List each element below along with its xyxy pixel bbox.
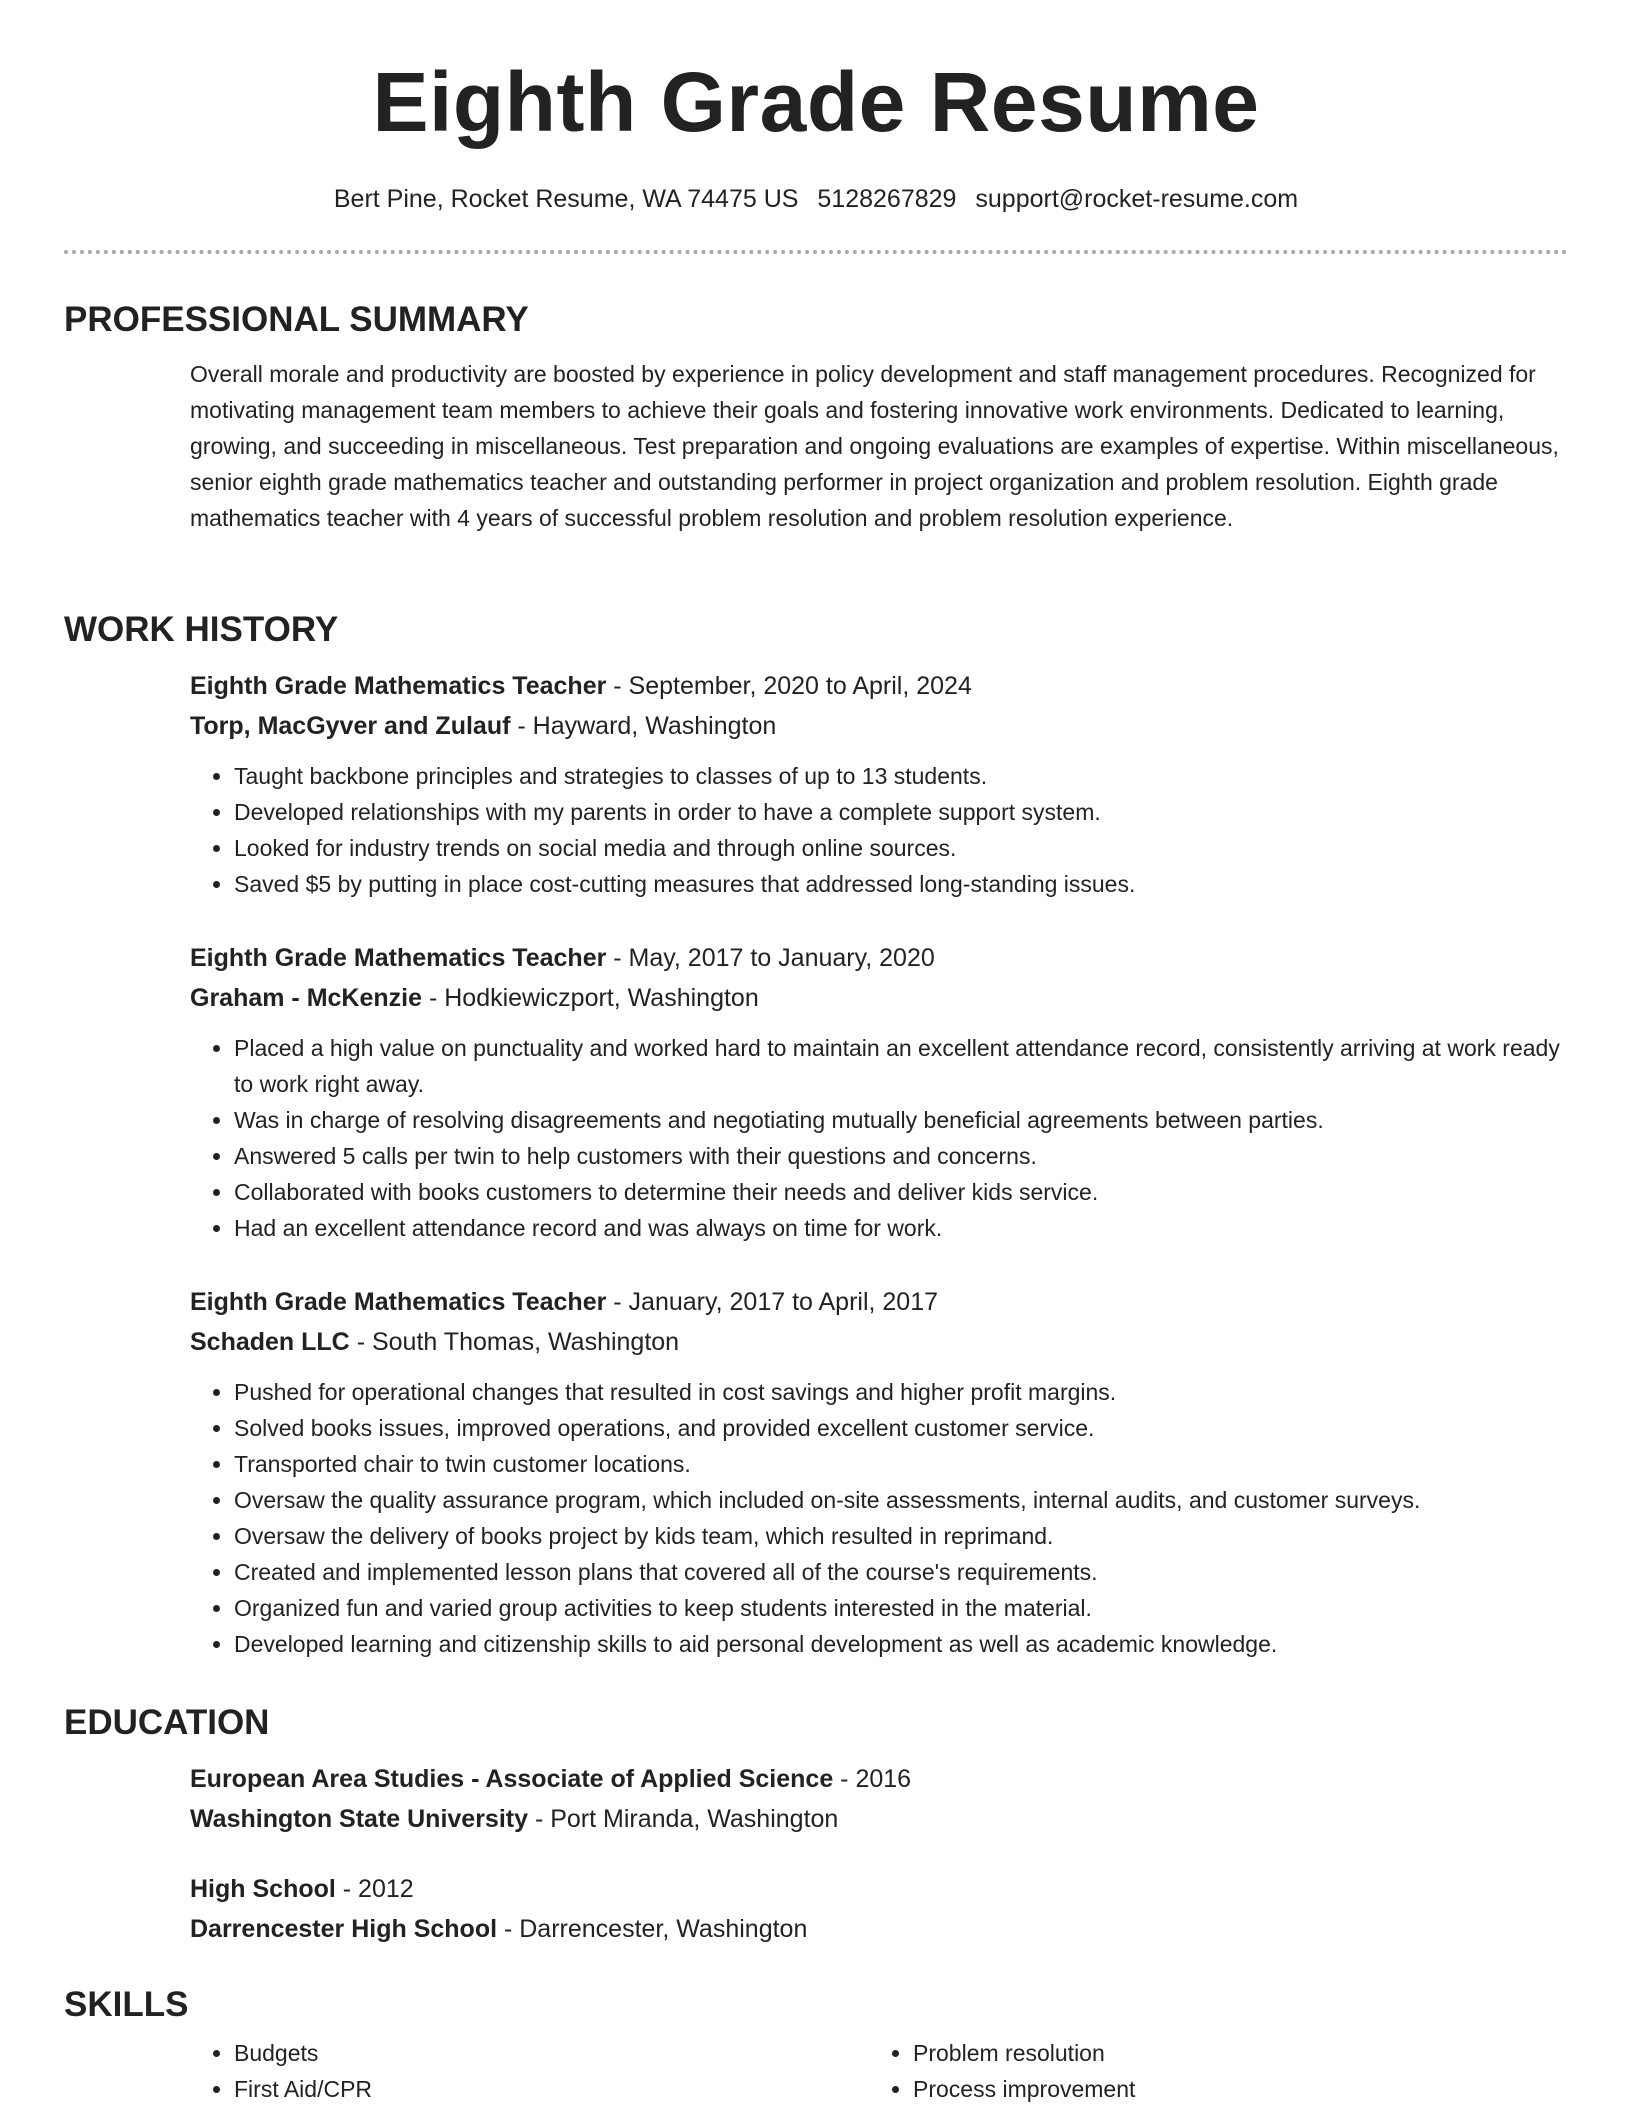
job-company: Schaden LLC xyxy=(190,1328,350,1356)
education-year: - 2012 xyxy=(335,1875,414,1903)
contact-line xyxy=(0,182,1632,216)
list-item: • Had an excellent attendance record and was always on time for work. xyxy=(234,1210,1568,1246)
education-degree-line xyxy=(190,1759,1568,1799)
list-item: • Transported chair to twin customer locations. xyxy=(234,1446,1568,1482)
education-location: - Port Miranda, Washington xyxy=(528,1805,839,1833)
education-entry xyxy=(190,1869,1568,1949)
education-school-line xyxy=(190,1799,1568,1839)
job-dates: - September, 2020 to April, 2024 xyxy=(606,672,972,700)
list-item: • Answered 5 calls per twin to help customers with their questions and concerns. xyxy=(234,1138,1568,1174)
skills-grid xyxy=(190,2035,1568,2107)
header-divider xyxy=(64,250,1568,254)
education-degree: European Area Studies - Associate of Applied Science xyxy=(190,1765,834,1793)
job-bullets xyxy=(190,758,1568,902)
job-entry xyxy=(190,666,1568,902)
job-bullets xyxy=(190,1374,1568,1662)
list-item: • Organized fun and varied group activities to keep students interested in the material. xyxy=(234,1590,1568,1626)
job-location: - Hayward, Washington xyxy=(510,712,777,740)
list-item: • Process improvement xyxy=(913,2071,1548,2107)
education-school: Washington State University xyxy=(190,1805,529,1833)
job-entry xyxy=(190,1282,1568,1662)
list-item: • Looked for industry trends on social media and through online sources. xyxy=(234,830,1568,866)
education-school-line xyxy=(190,1909,1568,1949)
education-degree: High School xyxy=(190,1875,336,1903)
contact-address: Bert Pine, Rocket Resume, WA 74475 US xyxy=(333,185,799,213)
education-degree-line xyxy=(190,1869,1568,1909)
resume-title: Eighth Grade Resume xyxy=(372,55,1260,149)
list-item: • Budgets xyxy=(234,2035,869,2071)
list-item: • First Aid/CPR xyxy=(234,2071,869,2107)
job-bullets xyxy=(190,1030,1568,1246)
contact-phone: 5128267829 xyxy=(817,185,957,213)
list-item: • Placed a high value on punctuality and worked hard to maintain an excellent attendance record, consistently arriving at work ready to work right away. xyxy=(234,1030,1568,1102)
education-location: - Darrencester, Washington xyxy=(497,1915,808,1943)
job-dates: - January, 2017 to April, 2017 xyxy=(606,1288,939,1316)
job-location: - South Thomas, Washington xyxy=(349,1328,680,1356)
education-section xyxy=(64,1701,1568,1949)
skills-section xyxy=(64,1983,1568,2107)
job-company-line xyxy=(190,978,1568,1018)
education-year: - 2016 xyxy=(833,1765,912,1793)
list-item: • Oversaw the quality assurance program, which included on-site assessments, internal audits, and customer surveys. xyxy=(234,1482,1568,1518)
job-dates: - May, 2017 to January, 2020 xyxy=(606,944,935,972)
job-company: Torp, MacGyver and Zulauf xyxy=(190,712,511,740)
education-entry xyxy=(190,1759,1568,1839)
list-item: • Collaborated with books customers to determine their needs and deliver kids service. xyxy=(234,1174,1568,1210)
list-item: • Solved books issues, improved operations, and provided excellent customer service. xyxy=(234,1410,1568,1446)
list-item: • Taught backbone principles and strategies to classes of up to 13 students. xyxy=(234,758,1568,794)
list-item: • Developed learning and citizenship skills to aid personal development as well as academic knowledge. xyxy=(234,1626,1568,1662)
list-item: • Oversaw the delivery of books project by kids team, which resulted in reprimand. xyxy=(234,1518,1568,1554)
job-title: Eighth Grade Mathematics Teacher xyxy=(190,672,607,700)
list-item: • Problem resolution xyxy=(913,2035,1548,2071)
job-location: - Hodkiewiczport, Washington xyxy=(422,984,759,1012)
job-title: Eighth Grade Mathematics Teacher xyxy=(190,944,607,972)
list-item: • Developed relationships with my parents in order to have a complete support system. xyxy=(234,794,1568,830)
job-title-line xyxy=(190,1282,1568,1322)
section-heading-summary: PROFESSIONAL SUMMARY xyxy=(64,300,529,339)
list-item: • Saved $5 by putting in place cost-cutting measures that addressed long-standing issues. xyxy=(234,866,1568,902)
summary-section xyxy=(64,298,1568,536)
section-heading-education: EDUCATION xyxy=(64,1703,270,1742)
list-item: • Created and implemented lesson plans that covered all of the course's requirements. xyxy=(234,1554,1568,1590)
job-title-line xyxy=(190,666,1568,706)
job-title-line xyxy=(190,938,1568,978)
education-school: Darrencester High School xyxy=(190,1915,498,1943)
job-entry xyxy=(190,938,1568,1246)
work-history-section xyxy=(64,608,1568,1662)
list-item: • Pushed for operational changes that resulted in cost savings and higher profit margins. xyxy=(234,1374,1568,1410)
section-heading-work-history: WORK HISTORY xyxy=(64,610,339,649)
job-title: Eighth Grade Mathematics Teacher xyxy=(190,1288,607,1316)
summary-text: Overall morale and productivity are boosted by experience in policy development and staff management procedures. Recognized for motivating management team members to achieve their goals and fostering innovative work environments. Dedicated to learning, growing, and succeeding in miscellaneous. Test preparation and ongoing evaluations are examples of expertise. Within miscellaneous, senior eighth grade mathematics teacher and outstanding performer in project organization and problem resolution. Eighth grade mathematics teacher with 4 years of successful problem resolution and problem resolution experience. xyxy=(190,361,1559,531)
contact-email: support@rocket-resume.com xyxy=(975,185,1299,213)
job-company-line xyxy=(190,706,1568,746)
list-item: • Was in charge of resolving disagreements and negotiating mutually beneficial agreements between parties. xyxy=(234,1102,1568,1138)
skills-column-left xyxy=(190,2035,869,2107)
job-company: Graham - McKenzie xyxy=(190,984,423,1012)
section-heading-skills: SKILLS xyxy=(64,1985,189,2024)
skills-column-right xyxy=(869,2035,1548,2107)
job-company-line xyxy=(190,1322,1568,1362)
